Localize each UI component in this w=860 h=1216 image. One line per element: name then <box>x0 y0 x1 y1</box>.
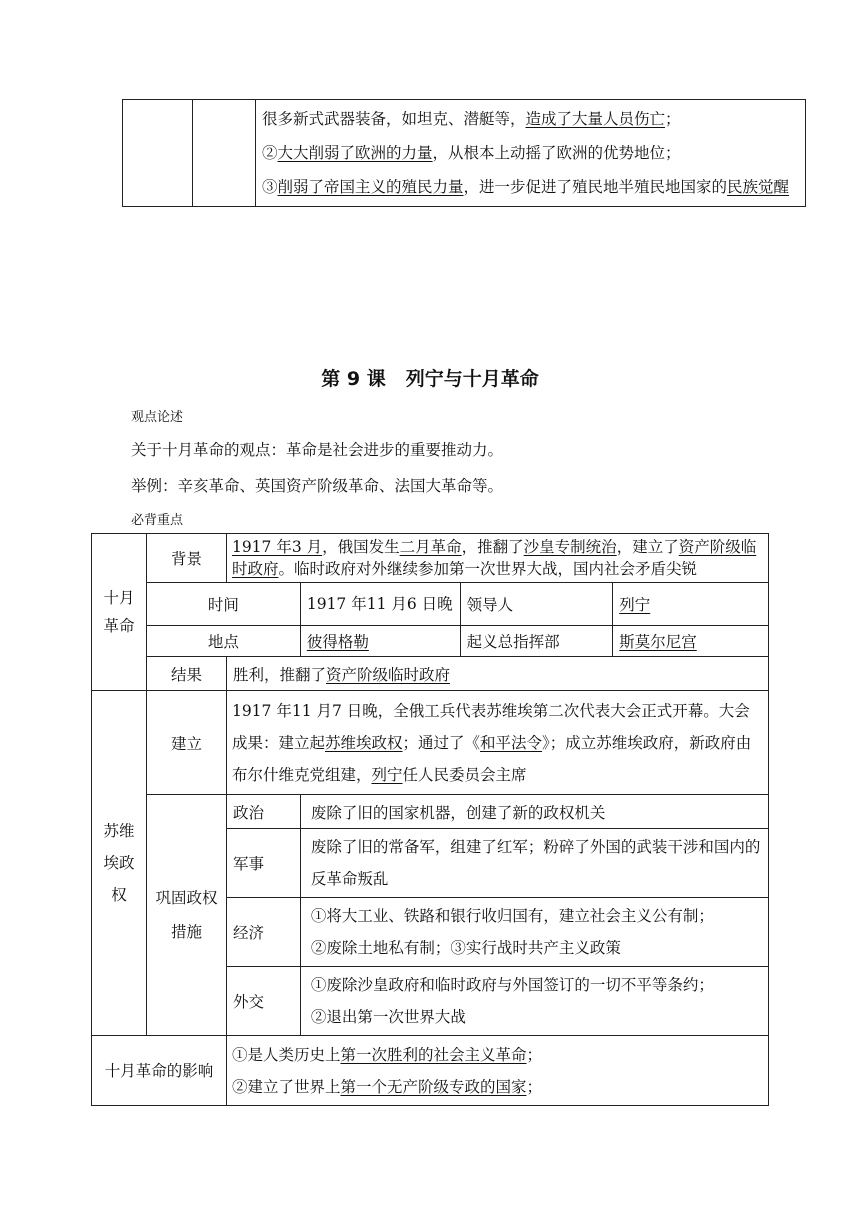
background-label: 背景 <box>146 534 226 583</box>
impact-value <box>226 1036 768 1106</box>
impact-line-1: ①是人类历史上第一次胜利的社会主义革命； <box>231 1045 542 1064</box>
time-value: 1917 年11 月6 日晚 <box>300 583 460 626</box>
empty-cell <box>193 100 256 207</box>
time-label: 时间 <box>146 583 300 626</box>
politics-label: 政治 <box>226 795 300 829</box>
diplomacy-label: 外交 <box>226 967 300 1036</box>
hq-value: 斯莫尔尼宫 <box>613 626 769 657</box>
military-label: 军事 <box>226 829 300 898</box>
diplomacy-value: ①废除沙皇政府和临时政府与外国签订的一切不平等条约； ②退出第一次世界大战 <box>300 967 768 1036</box>
result-value: 胜利，推翻了资产阶级临时政府 <box>226 657 768 691</box>
leader-label: 领导人 <box>460 583 613 626</box>
viewpoint-heading: 观点论述 <box>131 410 184 425</box>
must-recite-heading: 必背重点 <box>131 513 184 528</box>
ww1-impact-content <box>256 100 806 207</box>
empty-cell <box>123 100 193 207</box>
viewpoint-line-1: 关于十月革命的观点：革命是社会进步的重要推动力。 <box>131 441 504 459</box>
impact-line-2: ②建立了世界上第一个无产阶级专政的国家； <box>231 1077 542 1096</box>
consolidate-label-cell: 巩固政权措施 <box>146 795 226 1036</box>
impact-line-2: ②大大削弱了欧洲的力量，从根本上动摇了欧洲的优势地位； <box>262 144 681 162</box>
result-label: 结果 <box>146 657 226 691</box>
impact-line-3: ③削弱了帝国主义的殖民力量，进一步促进了殖民地半殖民地国家的民族觉醒 <box>262 178 790 196</box>
oct-rev-label-cell: 十月革命 <box>92 534 147 691</box>
viewpoint-line-2: 举例：辛亥革命、英国资产阶级革命、法国大革命等。 <box>131 477 504 495</box>
place-label: 地点 <box>146 626 300 657</box>
lesson-title: 第 9 课 列宁与十月革命 <box>321 368 539 390</box>
establish-label: 建立 <box>146 691 226 795</box>
economy-value: ①将大工业、铁路和银行收归国有，建立社会主义公有制； ②废除土地私有制；③实行战时共产主义政策 <box>300 898 768 967</box>
military-value: 废除了旧的常备军，组建了红军；粉碎了外国的武装干涉和国内的反革命叛乱 <box>300 829 768 898</box>
background-content: 1917 年3 月，俄国发生二月革命，推翻了沙皇专制统治，建立了资产阶级临时政府。临时政府对外继续参加第一次世界大战，国内社会矛盾尖锐 <box>226 534 768 583</box>
october-revolution-table <box>91 533 769 1106</box>
economy-label: 经济 <box>226 898 300 967</box>
impact-line-1: 很多新式武器装备，如坦克、潜艇等，造成了大量人员伤亡； <box>262 110 681 128</box>
establish-content: 1917 年11 月7 日晚，全俄工兵代表苏维埃第二次代表大会正式开幕。大会成果：建立起苏维埃政权；通过了《和平法令》；成立苏维埃政府，新政府由布尔什维克党组建，列宁任人民委员会主席 <box>226 691 768 795</box>
politics-value: 废除了旧的国家机器，创建了新的政权机关 <box>300 795 768 829</box>
hq-label: 起义总指挥部 <box>460 626 613 657</box>
ww1-impact-table-continued <box>122 99 806 207</box>
soviet-label-cell: 苏维埃政权 <box>92 691 147 1036</box>
place-value: 彼得格勒 <box>300 626 460 657</box>
leader-value: 列宁 <box>613 583 769 626</box>
impact-label-cell: 十月革命的影响 <box>92 1036 227 1106</box>
